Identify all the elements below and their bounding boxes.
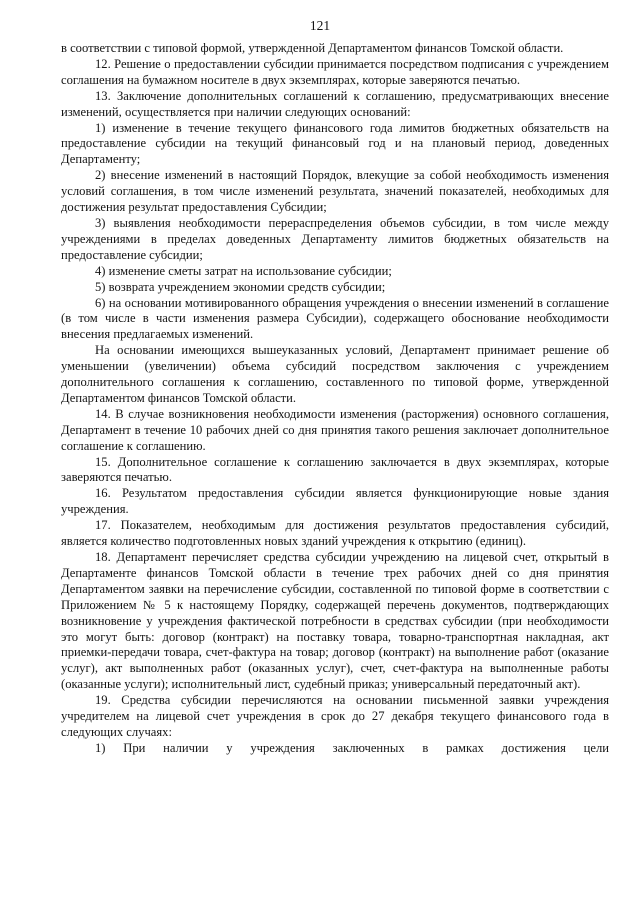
paragraph: 3) выявления необходимости перераспределения объемов субсидии, в том числе между учреждениями в пределах доведенных Департаменту лимитов бюджетных обязательств на предоставление субсидии;: [61, 215, 609, 262]
paragraph: 16. Результатом предоставления субсидии является функционирующие новые здания учреждения.: [61, 486, 609, 517]
paragraph: 15. Дополнительное соглашение к соглашению заключается в двух экземплярах, которые заверяются печатью.: [61, 454, 609, 485]
paragraph: в соответствии с типовой формой, утвержденной Департаментом финансов Томской области.: [61, 41, 564, 55]
paragraph: На основании имеющихся вышеуказанных условий, Департамент принимает решение об уменьшении (увеличении) объема субсидий посредством заключения с учреждением дополнительного соглашения к соглашению, составленного по типовой форме, утвержденной Департаментом финансов Томской области.: [61, 343, 609, 405]
document-body: [61, 41, 609, 757]
paragraph: 12. Решение о предоставлении субсидии принимается посредством подписания с учреждением соглашения на бумажном носителе в двух экземплярах, которые заверяются печатью.: [61, 56, 609, 87]
paragraph: 18. Департамент перечисляет средства субсидии учреждению на лицевой счет, открытый в Департаменте финансов Томской области в течение трех рабочих дней со дня принятия Департаментом заявки на перечисление субсидии, составленной по типовой форме в соответствии с Приложением № 5 к настоящему Порядку, содержащей перечень документов, подтверждающих возникновение у учреждения фактической потребности в средствах субсидии (при необходимости это могут быть: договор (контракт) на поставку товара, товарно-транспортная накладная, акт приемки-передачи товара, счет-фактура на товар; договор (контракт) на выполнение работ (оказание услуг), акт выполненных работ (оказанных услуг), счет, счет-фактура на выполненные работы (оказанные услуги); исполнительный лист, судебный приказ; универсальный передаточный акт).: [61, 550, 609, 692]
paragraph: 1) При наличии у учреждения заключенных в рамках достижения цели: [95, 740, 609, 755]
paragraph: 2) внесение изменений в настоящий Порядок, влекущие за собой необходимость изменения условий соглашения, в том числе изменений результата, значений показателей, необходимых для достижения результат предоставления Субсидии;: [61, 168, 609, 215]
paragraph: 6) на основании мотивированного обращения учреждения о внесении изменений в соглашение (в том числе в части изменения размера Субсидии), содержащего обоснование необходимости внесения предлагаемых изменений.: [61, 295, 609, 342]
paragraph: 4) изменение сметы затрат на использование субсидии;: [95, 263, 392, 278]
paragraph: 17. Показателем, необходимым для достижения результатов предоставления субсидий, является количество подготовленных новых зданий учреждения к открытию (единиц).: [61, 518, 609, 549]
paragraph: 14. В случае возникновения необходимости изменения (расторжения) основного соглашения, Департамент в течение 10 рабочих дней со дня принятия такого решения заключает дополнительное соглашение к соглашению.: [61, 406, 609, 453]
paragraph: 19. Средства субсидии перечисляются на основании письменной заявки учреждения учредителем на лицевой счет учреждения в срок до 27 декабря текущего финансового года в следующих случаях:: [61, 693, 609, 739]
paragraph: 1) изменение в течение текущего финансового года лимитов бюджетных обязательств на предоставление субсидии на текущий финансовый год и на плановый период, доведенных Департаменту;: [61, 120, 609, 167]
paragraph: 13. Заключение дополнительных соглашений к соглашению, предусматривающих внесение изменений, осуществляется при наличии следующих оснований:: [61, 88, 609, 119]
page-number: 121: [309, 18, 331, 33]
paragraph: 5) возврата учреждением экономии средств субсидии;: [95, 279, 386, 294]
